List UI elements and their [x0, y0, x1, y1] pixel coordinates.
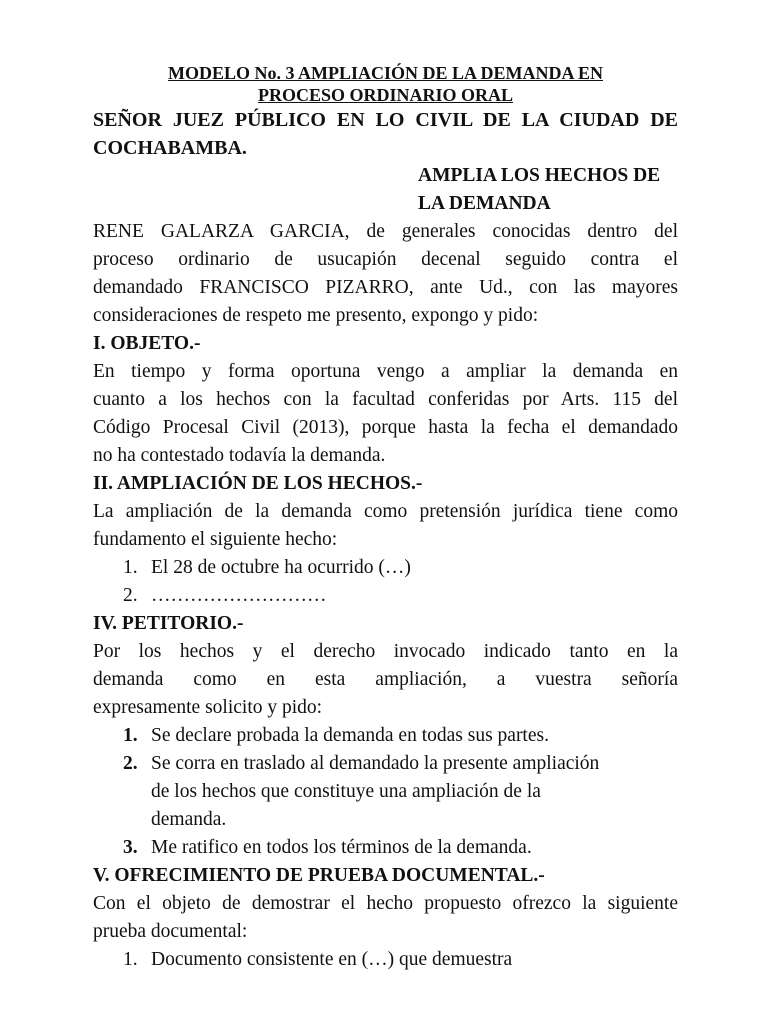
section-heading-prueba: V. OFRECIMIENTO DE PRUEBA DOCUMENTAL.-	[93, 865, 545, 886]
objeto-paragraph	[93, 358, 678, 470]
hechos-list	[93, 554, 678, 610]
list-item	[93, 834, 678, 862]
title-line-1: MODELO No. 3 AMPLIACIÓN DE LA DEMANDA EN	[167, 63, 604, 83]
list-text: Me ratifico en todos los términos de la demanda.	[151, 837, 532, 858]
list-number: 2.	[123, 753, 138, 774]
intro-line: proceso ordinario de usucapión decenal seguido contra el	[93, 249, 678, 270]
list-item	[93, 582, 678, 610]
list-text: Documento consistente en (…) que demuestra	[151, 949, 513, 970]
paragraph-line: Código Procesal Civil (2013), porque hasta la fecha el demandado	[93, 417, 678, 438]
list-item	[93, 554, 678, 582]
paragraph-line: En tiempo y forma oportuna vengo a ampliar la demanda en	[93, 361, 678, 382]
document-title	[93, 62, 678, 106]
addressee-line-2: COCHABAMBA.	[93, 137, 247, 159]
paragraph-line: demanda como en esta ampliación, a vuestra señoría	[93, 669, 678, 690]
intro-line: RENE GALARZA GARCIA, de generales conocidas dentro del	[93, 221, 678, 242]
petitorio-paragraph	[93, 638, 678, 722]
paragraph-line: Por los hechos y el derecho invocado indicado tanto en la	[93, 641, 678, 662]
intro-line: demandado FRANCISCO PIZARRO, ante Ud., con las mayores	[93, 277, 678, 298]
paragraph-line: expresamente solicito y pido:	[93, 697, 323, 718]
list-number: 1.	[123, 725, 138, 746]
list-item	[93, 750, 678, 834]
petitorio-list	[93, 722, 678, 862]
section-heading-petitorio: IV. PETITORIO.-	[93, 613, 244, 634]
list-number: 3.	[123, 837, 138, 858]
prueba-list	[93, 946, 678, 974]
list-text: demanda.	[151, 809, 227, 830]
paragraph-line: cuanto a los hechos con la facultad conferidas por Arts. 115 del	[93, 389, 678, 410]
paragraph-line: prueba documental:	[93, 921, 248, 942]
addressee	[93, 106, 678, 162]
list-number: 1.	[123, 557, 138, 578]
paragraph-line: no ha contestado todavía la demanda.	[93, 445, 386, 466]
list-text: Se corra en traslado al demandado la presente ampliación	[151, 753, 600, 774]
section-heading-objeto: I. OBJETO.-	[93, 333, 201, 354]
sumilla-line-2: LA DEMANDA	[418, 193, 551, 214]
section-heading-ampliacion: II. AMPLIACIÓN DE LOS HECHOS.-	[93, 473, 423, 494]
list-text: El 28 de octubre ha ocurrido (…)	[151, 557, 411, 578]
list-number: 1.	[123, 949, 138, 970]
list-text: Se declare probada la demanda en todas sus partes.	[151, 725, 549, 746]
paragraph-line: Con el objeto de demostrar el hecho propuesto ofrezco la siguiente	[93, 893, 678, 914]
list-item	[93, 946, 678, 974]
list-text: ………………………	[151, 585, 327, 606]
intro-paragraph	[93, 218, 678, 330]
list-text: de los hechos que constituye una ampliación de la	[151, 781, 541, 802]
paragraph-line: La ampliación de la demanda como pretensión jurídica tiene como	[93, 501, 678, 522]
addressee-line-1: SEÑOR JUEZ PÚBLICO EN LO CIVIL DE LA CIUDAD DE	[93, 109, 678, 131]
sumilla-line-1: AMPLIA LOS HECHOS DE	[418, 165, 661, 186]
document-page	[93, 62, 678, 974]
list-item	[93, 722, 678, 750]
list-number: 2.	[123, 585, 138, 606]
paragraph-line: fundamento el siguiente hecho:	[93, 529, 338, 550]
intro-line: consideraciones de respeto me presento, expongo y pido:	[93, 305, 539, 326]
ampliacion-paragraph	[93, 498, 678, 554]
sumilla	[418, 162, 688, 218]
title-line-2: PROCESO ORDINARIO ORAL	[257, 85, 514, 105]
prueba-paragraph	[93, 890, 678, 946]
